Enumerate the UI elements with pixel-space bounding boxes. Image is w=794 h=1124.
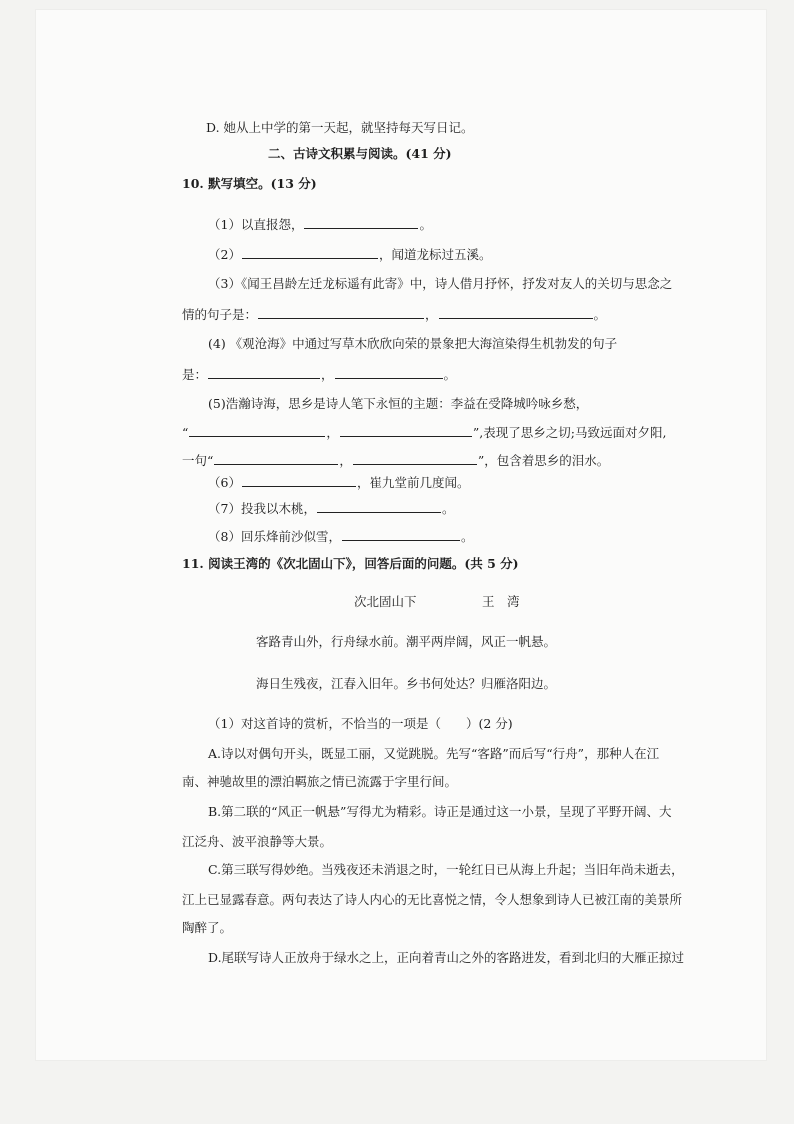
q10-item-6: （6） ，崔九堂前几度闻。 xyxy=(208,475,470,490)
q10-item-1: （1）以直报怨， 。 xyxy=(208,217,432,232)
q10-item-5-line3: 一句“ ， ”，包含着思乡的泪水。 xyxy=(182,453,610,468)
answer-blank[interactable] xyxy=(208,366,320,379)
q10-item-4-line1: (4) 《观沧海》中通过写草木欣欣向荣的景象把大海渲染得生机勃发的句子 xyxy=(208,336,618,351)
answer-blank[interactable] xyxy=(242,246,378,259)
poem-line-2: 海日生残夜，江春入旧年。乡书何处达？归雁洛阳边。 xyxy=(256,676,557,691)
answer-blank[interactable] xyxy=(342,528,460,541)
option-b-line2: 江泛舟、波平浪静等大景。 xyxy=(182,834,333,849)
answer-blank[interactable] xyxy=(439,306,593,319)
answer-blank[interactable] xyxy=(242,474,356,487)
answer-blank[interactable] xyxy=(353,452,477,465)
answer-blank[interactable] xyxy=(335,366,443,379)
option-c-line2: 江上已显露春意。两句表达了诗人内心的无比喜悦之情，令人想象到诗人已被江南的美景所 xyxy=(182,892,683,907)
q10-item-8: （8）回乐烽前沙似雪， 。 xyxy=(208,529,474,544)
poem-author: 王 湾 xyxy=(482,594,520,609)
q10-item-3-line2: 情的句子是： ， 。 xyxy=(182,307,607,322)
answer-blank[interactable] xyxy=(214,452,338,465)
q10-item-4-line2: 是： ， 。 xyxy=(182,367,457,382)
q10-title: 10. 默写填空。(13 分) xyxy=(182,176,317,191)
q11-sub1-question: （1）对这首诗的赏析，不恰当的一项是（ ）(2 分) xyxy=(208,716,513,731)
q10-item-2: （2） ，闻道龙标过五溪。 xyxy=(208,247,492,262)
option-b-line1: B.第二联的“风正一帆悬”写得尤为精彩。诗正是通过这一小景，呈现了平野开阔、大 xyxy=(208,804,672,819)
q10-item-3-line1: （3）《闻王昌龄左迁龙标遥有此寄》中，诗人借月抒怀，抒发对友人的关切与思念之 xyxy=(208,276,673,291)
q10-item-7: （7）投我以木桃， 。 xyxy=(208,501,455,516)
answer-blank[interactable] xyxy=(304,216,418,229)
q9-option-d: D. 她从上中学的第一天起，就坚持每天写日记。 xyxy=(206,120,474,135)
option-a-line1: A.诗以对偶句开头，既显工丽，又觉跳脱。先写“客路”而后写“行舟”，那种人在江 xyxy=(208,746,660,761)
section2-title: 二、古诗文积累与阅读。(41 分) xyxy=(268,146,452,161)
answer-blank[interactable] xyxy=(258,306,424,319)
poem-title: 次北固山下 xyxy=(354,594,417,609)
exam-page xyxy=(36,10,766,1060)
answer-blank[interactable] xyxy=(189,424,325,437)
poem-line-1: 客路青山外，行舟绿水前。潮平两岸阔，风正一帆悬。 xyxy=(256,634,557,649)
answer-blank[interactable] xyxy=(340,424,472,437)
q10-item-5-line2: “ ， ”,表现了思乡之切;马致远面对夕阳, xyxy=(182,425,667,440)
q10-item-5-line1: (5)浩瀚诗海，思乡是诗人笔下永恒的主题：李益在受降城吟咏乡愁， xyxy=(208,396,589,411)
option-d-line1: D.尾联写诗人正放舟于绿水之上，正向着青山之外的客路进发，看到北归的大雁正掠过 xyxy=(208,950,685,965)
option-c-line3: 陶醉了。 xyxy=(182,920,233,935)
q11-title: 11. 阅读王湾的《次北固山下》，回答后面的问题。(共 5 分) xyxy=(182,556,519,571)
option-a-line2: 南、神驰故里的漂泊羁旅之情已流露于字里行间。 xyxy=(182,774,458,789)
answer-blank[interactable] xyxy=(317,500,441,513)
option-c-line1: C.第三联写得妙绝。当残夜还未消退之时，一轮红日已从海上升起；当旧年尚未逝去， xyxy=(208,862,684,877)
